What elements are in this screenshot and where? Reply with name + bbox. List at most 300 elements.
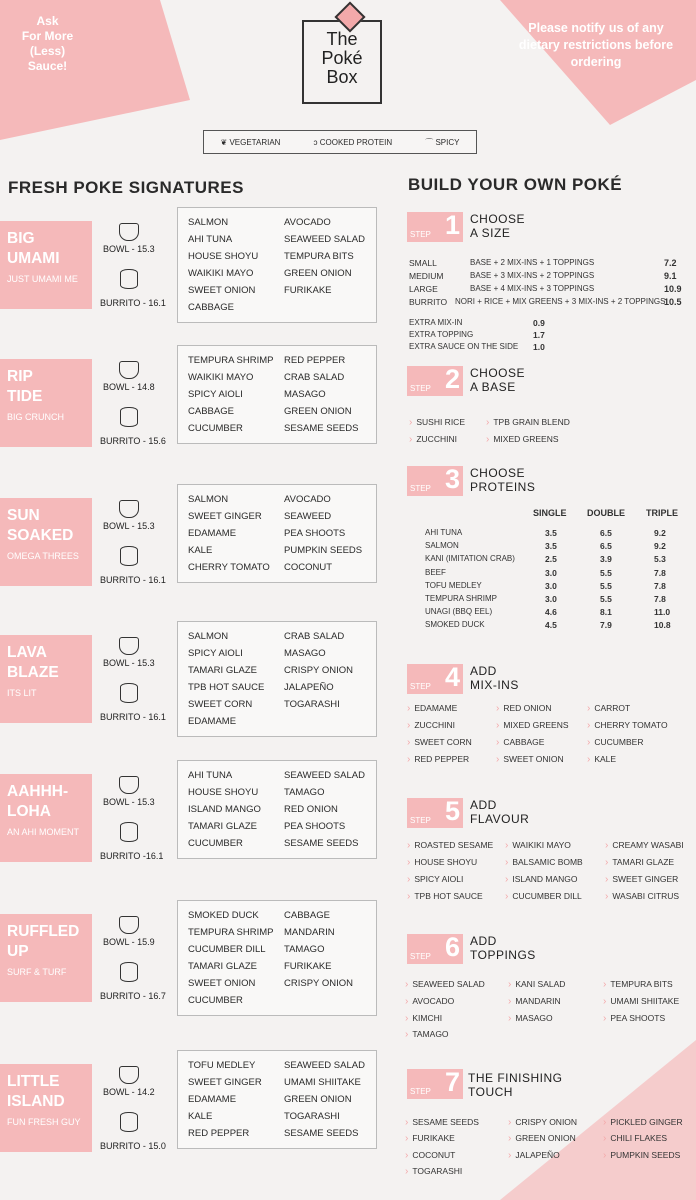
build-heading: BUILD YOUR OWN POKÉ (408, 175, 623, 194)
ingredients-box (177, 760, 377, 859)
finishing-option: › TOGARASHI (405, 1166, 462, 1177)
legend-cooked-label: COOKED PROTEIN (319, 137, 393, 147)
burrito-price: BURRITO - 15.0 (100, 1141, 166, 1151)
ingredient: SWEET GINGER (188, 1077, 262, 1088)
bowl-icon (119, 776, 139, 794)
ingredient: SALMON (188, 494, 229, 505)
size-price: 10.9 (664, 284, 682, 294)
logo-text: The Poké Box (321, 29, 363, 87)
size-name: LARGE (409, 284, 438, 294)
size-price: 7.2 (664, 258, 677, 268)
ingredient: FURIKAKE (284, 961, 332, 972)
ingredient: SMOKED DUCK (188, 910, 259, 921)
extra-price: 0.9 (533, 318, 545, 328)
step-badge (407, 466, 463, 496)
signatures-heading: FRESH POKE SIGNATURES (8, 178, 244, 197)
step-number: 6 (444, 932, 460, 962)
ingredients-box (177, 207, 377, 323)
protein-price: 7.8 (654, 567, 666, 578)
protein-price: 3.5 (545, 541, 557, 552)
protein-price: 3.5 (545, 528, 557, 538)
signature-name: RIP TIDE (7, 368, 43, 405)
mixin-option: › CUCUMBER (587, 737, 643, 748)
legend-spicy (425, 137, 459, 148)
ingredient: TAMAGO (284, 944, 325, 955)
protein-header: DOUBLE (587, 508, 625, 518)
ingredient: AVOCADO (284, 494, 331, 505)
signature-name: AAHHH- LOHA (7, 783, 69, 820)
step-title (470, 934, 536, 962)
ingredient: SESAME SEEDS (284, 1128, 359, 1139)
signature-name: SUN SOAKED (7, 507, 74, 544)
flavour-option: › SPICY AIOLI (407, 874, 463, 885)
step-title-line2: TOUCH (468, 1085, 513, 1099)
ingredient: SPICY AIOLI (188, 389, 243, 400)
signature-card (0, 914, 92, 1002)
ingredient: MASAGO (284, 389, 326, 400)
ingredient: CUCUMBER (188, 838, 243, 849)
bowl-icon (119, 916, 139, 934)
protein-price: 5.5 (600, 567, 612, 578)
size-name: BURRITO (409, 297, 448, 307)
protein-price: 8.1 (600, 607, 612, 618)
ingredient: WAIKIKI MAYO (188, 268, 254, 279)
protein-price: 7.8 (654, 580, 666, 591)
ingredient: KALE (188, 545, 213, 556)
bowl-price: BOWL - 15.3 (103, 244, 155, 254)
mixin-option: › SWEET ONION (496, 754, 564, 765)
step-title-line2: A SIZE (470, 226, 511, 240)
ingredients-col-1 (188, 907, 274, 1009)
step-badge (407, 1069, 463, 1099)
step-word: STEP (410, 484, 431, 493)
protein-price: 3.0 (545, 567, 557, 578)
protein-price: 2.5 (545, 554, 557, 565)
step-number: 1 (444, 210, 460, 240)
ingredients-box (177, 1050, 377, 1149)
topping-option: › KANI SALAD (508, 979, 565, 990)
mixin-option: › EDAMAME (407, 703, 457, 714)
signature-card (0, 359, 92, 447)
ingredient: SEAWEED (284, 511, 332, 522)
ingredient: WAIKIKI MAYO (188, 372, 254, 383)
protein-price: 4.5 (545, 620, 557, 631)
ingredients-box (177, 484, 377, 583)
burrito-icon (120, 822, 138, 842)
protein-name: AHI TUNA (425, 528, 463, 537)
step-title-line2: MIX-INS (470, 678, 519, 692)
ingredients-col-1 (188, 1057, 262, 1142)
bowl-price: BOWL - 14.2 (103, 1087, 155, 1097)
logo (302, 20, 382, 104)
ingredients-box (177, 345, 377, 444)
burrito-icon (120, 269, 138, 289)
finishing-option: › GREEN ONION (508, 1133, 576, 1144)
protein-price: 10.8 (654, 620, 671, 631)
ingredient: SWEET ONION (188, 978, 256, 989)
mixin-option: › KALE (587, 754, 616, 765)
dietary-note: Please notify us of any dietary restrictions before ordering (518, 21, 674, 69)
finishing-option: › PICKLED GINGER (603, 1117, 683, 1128)
ingredient: JALAPEÑO (284, 682, 334, 693)
ingredient: SEAWEED SALAD (284, 770, 365, 781)
step-badge (407, 366, 463, 396)
ingredients-col-1 (188, 767, 261, 852)
sauce-note: Ask For More (Less) Sauce! (21, 14, 74, 73)
ingredient: RED PEPPER (188, 1128, 250, 1139)
bowl-icon (119, 500, 139, 518)
step-title-line1: CHOOSE (470, 212, 526, 226)
signature-subtitle: SURF & TURF (7, 967, 67, 977)
size-desc: BASE + 2 MIX-INS + 1 TOPPINGS (470, 258, 595, 267)
step-badge (407, 212, 463, 242)
topping-option: › MANDARIN (508, 996, 561, 1007)
ingredient: PUMPKIN SEEDS (284, 545, 363, 556)
finishing-option: › COCONUT (405, 1150, 455, 1161)
ingredients-col-2 (284, 907, 353, 992)
burrito-price: BURRITO - 16.1 (100, 298, 166, 308)
mixin-option: › CARROT (587, 703, 630, 714)
bowl-price: BOWL - 15.3 (103, 521, 155, 531)
signature-name: BIG UMAMI (7, 230, 60, 267)
protein-price: 5.3 (654, 554, 666, 565)
topping-option: › SEAWEED SALAD (405, 979, 485, 990)
ingredient: CUCUMBER (188, 995, 243, 1006)
protein-name: SALMON (425, 541, 459, 551)
size-desc: BASE + 3 MIX-INS + 2 TOPPINGS (470, 271, 595, 280)
flavour-option: › SWEET GINGER (605, 874, 678, 885)
flavour-option: › CUCUMBER DILL (505, 891, 582, 902)
ingredient: SEAWEED SALAD (284, 1060, 365, 1071)
step-title-line2: TOPPINGS (470, 948, 536, 962)
bowl-price: BOWL - 15.3 (103, 658, 155, 668)
ingredients-box (177, 900, 377, 1016)
ingredients-col-2 (284, 214, 365, 299)
burrito-price: BURRITO - 16.1 (100, 575, 166, 585)
finishing-option: › JALAPEÑO (508, 1150, 560, 1161)
ingredient: EDAMAME (188, 716, 237, 727)
bowl-price: BOWL - 15.3 (103, 797, 155, 807)
protein-header: TRIPLE (646, 508, 679, 518)
protein-header: SINGLE (533, 508, 567, 518)
protein-price: 3.0 (545, 580, 557, 591)
protein-price: 9.2 (654, 541, 666, 552)
base-option: › MIXED GREENS (486, 434, 559, 445)
signature-card (0, 1064, 92, 1152)
burrito-icon (120, 546, 138, 566)
ingredient: SESAME SEEDS (284, 423, 359, 434)
ingredient: TAMAGO (284, 787, 325, 798)
protein-price: 5.5 (600, 594, 612, 604)
protein-price: 11.0 (654, 607, 671, 618)
topping-option: › UMAMI SHIITAKE (603, 996, 679, 1007)
mixin-option: › CABBAGE (496, 737, 544, 748)
protein-price: 5.5 (600, 580, 612, 591)
flavour-option: › BALSAMIC BOMB (505, 857, 583, 868)
ingredient: CRAB SALAD (284, 372, 345, 383)
ingredient: COCONUT (284, 562, 333, 573)
ingredient: TOGARASHI (284, 1111, 340, 1122)
step-number: 2 (444, 364, 460, 394)
signature-name: LITTLE ISLAND (7, 1073, 65, 1110)
signature-subtitle: ITS LIT (7, 688, 37, 698)
step-title-line2: PROTEINS (470, 480, 536, 494)
ingredient: MASAGO (284, 648, 326, 659)
ingredient: TEMPURA BITS (284, 251, 354, 262)
step-title (470, 212, 525, 240)
flavour-option: › WASABI CITRUS (605, 891, 679, 902)
protein-price: 7.8 (654, 594, 666, 604)
ingredient: GREEN ONION (284, 1094, 352, 1105)
ingredient: SPICY AIOLI (188, 648, 243, 659)
ingredient: CUCUMBER DILL (188, 944, 266, 955)
mixin-option: › MIXED GREENS (496, 720, 569, 731)
step-word: STEP (410, 816, 431, 825)
step-number: 5 (444, 796, 460, 826)
ingredient: UMAMI SHIITAKE (284, 1077, 361, 1088)
ingredient: KALE (188, 1111, 213, 1122)
ingredient: HOUSE SHOYU (188, 787, 259, 798)
step-title-line1: CHOOSE (470, 366, 526, 380)
protein-name: TEMPURA SHRIMP (425, 594, 498, 603)
flavour-option: › WAIKIKI MAYO (505, 840, 571, 851)
mixin-option: › SWEET CORN (407, 737, 472, 748)
step-title-line1: ADD (470, 934, 497, 948)
extra-name: EXTRA TOPPING (409, 330, 474, 339)
size-name: MEDIUM (409, 271, 444, 281)
ingredients-col-2 (284, 491, 362, 576)
ingredient: AHI TUNA (188, 234, 233, 245)
size-desc: NORI + RICE + MIX GREENS + 3 MIX-INS + 2 TOPPINGS (455, 297, 666, 306)
signature-card (0, 635, 92, 723)
step-word: STEP (410, 384, 431, 393)
ingredient: SESAME SEEDS (284, 838, 359, 849)
bowl-price: BOWL - 15.9 (103, 937, 155, 947)
flavour-option: › CREAMY WASABI (605, 840, 684, 851)
ingredient: SWEET GINGER (188, 511, 262, 522)
signature-subtitle: BIG CRUNCH (7, 412, 65, 422)
mixin-option: › RED ONION (496, 703, 552, 714)
legend-vegetarian (221, 138, 281, 147)
signature-subtitle: FUN FRESH GUY (7, 1117, 81, 1127)
protein-price: 9.2 (654, 528, 666, 538)
step-badge (407, 664, 463, 694)
protein-name: BEEF (425, 567, 446, 577)
signature-subtitle: JUST UMAMI ME (7, 274, 78, 284)
size-price: 10.5 (664, 297, 682, 307)
ingredient: CRISPY ONION (284, 665, 353, 676)
base-option: › TPB GRAIN BLEND (486, 417, 570, 428)
ingredient: TEMPURA SHRIMP (188, 355, 274, 366)
signature-name: LAVA BLAZE (7, 644, 59, 681)
extra-name: EXTRA SAUCE ON THE SIDE (409, 342, 519, 351)
ingredient: CABBAGE (284, 910, 330, 921)
bowl-icon (119, 361, 139, 379)
extra-price: 1.0 (533, 342, 545, 352)
flavour-option: › HOUSE SHOYU (407, 857, 477, 868)
ingredient: TAMARI GLAZE (188, 665, 257, 676)
step-badge (407, 798, 463, 828)
ingredient: SEAWEED SALAD (284, 234, 365, 245)
size-name: SMALL (409, 258, 437, 268)
topping-option: › TAMAGO (405, 1029, 449, 1040)
protein-price: 4.6 (545, 607, 557, 618)
flavour-option: › ISLAND MANGO (505, 874, 578, 885)
ingredient: TPB HOT SAUCE (188, 682, 265, 693)
step-title (470, 664, 519, 692)
step-title (470, 366, 525, 394)
step-number: 4 (444, 662, 460, 692)
ingredient: MANDARIN (284, 927, 335, 938)
flavour-option: › TAMARI GLAZE (605, 857, 674, 868)
ingredient: PEA SHOOTS (284, 821, 346, 832)
burrito-price: BURRITO - 16.7 (100, 991, 166, 1001)
signature-subtitle: OMEGA THREES (7, 551, 79, 561)
ingredient: SALMON (188, 217, 229, 228)
step-title (470, 798, 529, 826)
flavour-option: › TPB HOT SAUCE (407, 891, 483, 902)
mixin-option: › ZUCCHINI (407, 720, 455, 731)
ingredients-col-2 (284, 352, 358, 437)
ingredient: GREEN ONION (284, 268, 352, 279)
finishing-option: › CHILI FLAKES (603, 1133, 667, 1144)
ingredients-col-1 (188, 214, 258, 316)
finishing-option: › PUMPKIN SEEDS (603, 1150, 680, 1161)
topping-option: › TEMPURA BITS (603, 979, 673, 990)
step-title-line1: THE FINISHING (468, 1071, 563, 1085)
signature-name: RUFFLED UP (7, 923, 80, 960)
ingredient: TAMARI GLAZE (188, 821, 257, 832)
ingredient: FURIKAKE (284, 285, 332, 296)
chili-icon: ⌒ (425, 137, 436, 147)
ingredient: CHERRY TOMATO (188, 562, 270, 573)
burrito-icon (120, 683, 138, 703)
step-title (468, 1071, 563, 1099)
ingredient: ISLAND MANGO (188, 804, 261, 815)
ingredient: EDAMAME (188, 528, 237, 539)
ingredient: PEA SHOOTS (284, 528, 346, 539)
ingredient: TAMARI GLAZE (188, 961, 257, 972)
signature-card (0, 774, 92, 862)
finishing-option: › CRISPY ONION (508, 1117, 577, 1128)
step-title-line1: ADD (470, 798, 497, 812)
protein-name: UNAGI (BBQ EEL) (425, 607, 493, 617)
protein-name: SMOKED DUCK (425, 620, 485, 630)
ingredients-col-1 (188, 352, 274, 437)
ingredient: GREEN ONION (284, 406, 352, 417)
step-title-line1: ADD (470, 664, 497, 678)
step-number: 7 (444, 1067, 460, 1097)
mixin-option: › RED PEPPER (407, 754, 469, 765)
burrito-icon (120, 1112, 138, 1132)
ingredient: SALMON (188, 631, 229, 642)
topping-option: › KIMCHI (405, 1013, 442, 1024)
legend-vegetarian-label: VEGETARIAN (229, 137, 281, 147)
leaf-icon: ❦ (220, 137, 230, 147)
bowl-price: BOWL - 14.8 (103, 382, 155, 392)
step-title-line2: FLAVOUR (470, 812, 530, 826)
burrito-icon (120, 962, 138, 982)
ingredient: AVOCADO (284, 217, 331, 228)
ingredients-col-2 (284, 767, 365, 852)
ingredient: TOGARASHI (284, 699, 340, 710)
step-word: STEP (410, 1087, 431, 1096)
ingredient: CRISPY ONION (284, 978, 353, 989)
step-title-line1: CHOOSE (470, 466, 526, 480)
burrito-price: BURRITO - 15.6 (100, 436, 166, 446)
ingredient: AHI TUNA (188, 770, 233, 781)
bowl-icon (119, 637, 139, 655)
legend-cooked (313, 138, 392, 147)
shrimp-icon: ↄ (313, 137, 320, 147)
topping-option: › PEA SHOOTS (603, 1013, 665, 1024)
ingredients-box (177, 621, 377, 737)
ingredient: SWEET ONION (188, 285, 256, 296)
step-word: STEP (410, 230, 431, 239)
ingredient: HOUSE SHOYU (188, 251, 259, 262)
protein-price: 7.9 (600, 620, 612, 631)
step-word: STEP (410, 952, 431, 961)
topping-option: › AVOCADO (405, 996, 454, 1007)
ingredient: CUCUMBER (188, 423, 243, 434)
extra-price: 1.7 (533, 330, 545, 340)
burrito-icon (120, 407, 138, 427)
protein-name: KANI (IMITATION CRAB) (425, 554, 515, 564)
ingredients-col-1 (188, 628, 264, 730)
mixin-option: › CHERRY TOMATO (587, 720, 668, 731)
ingredient: CABBAGE (188, 302, 234, 313)
signature-subtitle: AN AHI MOMENT (7, 827, 80, 837)
protein-name: TOFU MEDLEY (425, 580, 482, 590)
burrito-price: BURRITO - 16.1 (100, 712, 166, 722)
ingredient: RED ONION (284, 804, 338, 815)
burrito-price: BURRITO -16.1 (100, 851, 164, 861)
legend-spicy-label: SPICY (435, 137, 460, 147)
step-word: STEP (410, 682, 431, 691)
ingredient: SWEET CORN (188, 699, 253, 710)
ingredient: TEMPURA SHRIMP (188, 927, 274, 938)
ingredient: EDAMAME (188, 1094, 237, 1105)
ingredients-col-2 (284, 1057, 365, 1142)
extra-name: EXTRA MIX-IN (409, 318, 463, 327)
protein-price: 3.9 (600, 554, 612, 565)
ingredient: CRAB SALAD (284, 631, 345, 642)
finishing-option: › FURIKAKE (405, 1133, 455, 1144)
protein-price: 6.5 (600, 541, 612, 552)
bowl-icon (119, 1066, 139, 1084)
step-title (470, 466, 535, 494)
step-number: 3 (444, 464, 460, 494)
base-option: › ZUCCHINI (409, 434, 457, 445)
step-badge (407, 934, 463, 964)
finishing-option: › SESAME SEEDS (405, 1117, 479, 1128)
base-option: › SUSHI RICE (409, 417, 465, 428)
topping-option: › MASAGO (508, 1013, 553, 1024)
ingredient: CABBAGE (188, 406, 234, 417)
ingredients-col-2 (284, 628, 353, 713)
size-price: 9.1 (664, 271, 677, 281)
size-desc: BASE + 4 MIX-INS + 3 TOPPINGS (470, 284, 595, 293)
protein-price: 3.0 (545, 594, 557, 604)
signature-card (0, 221, 92, 309)
flavour-option: › ROASTED SESAME (407, 840, 493, 851)
legend (203, 130, 477, 154)
protein-price: 6.5 (600, 528, 612, 538)
ingredient: TOFU MEDLEY (188, 1060, 256, 1071)
bowl-icon (119, 223, 139, 241)
signature-card (0, 498, 92, 586)
ingredient: RED PEPPER (284, 355, 346, 366)
